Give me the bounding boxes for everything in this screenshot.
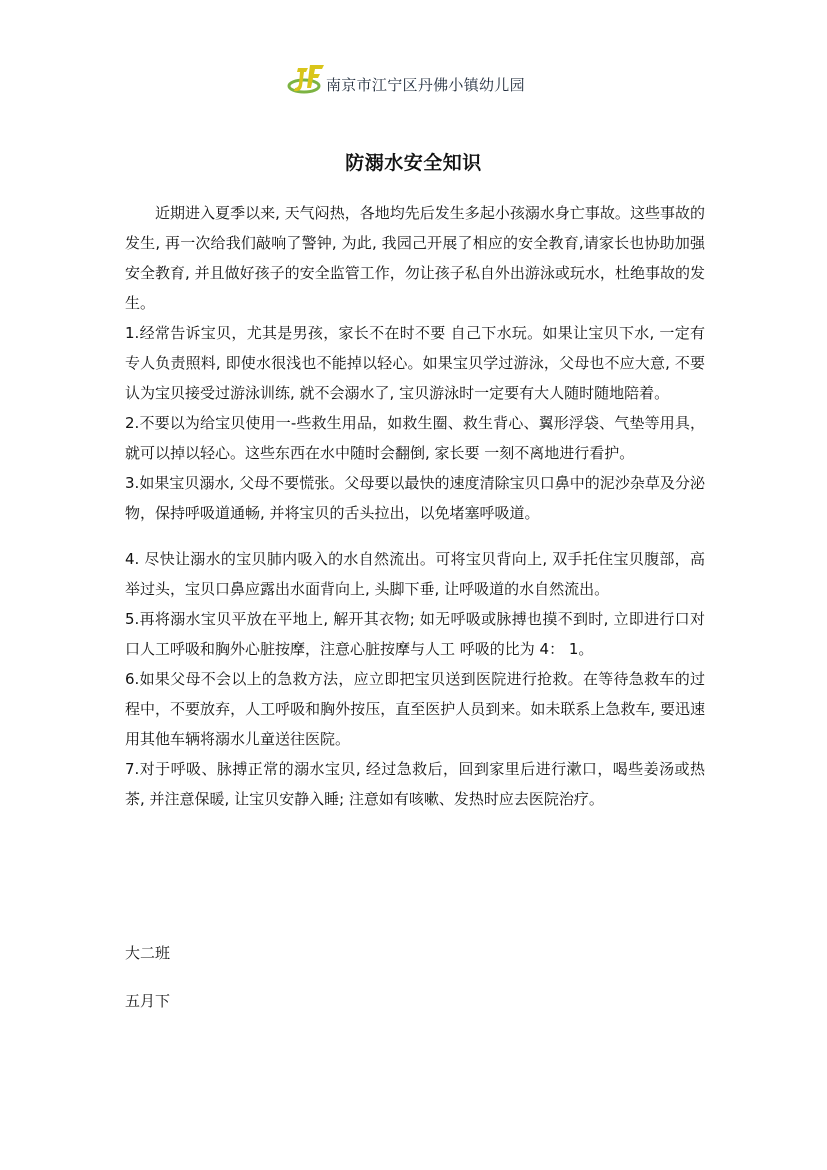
list-item: 2.不要以为给宝贝使用一-些救生用品，如救生圈、救生背心、翼形浮袋、气垫等用具，就可以掉以轻心。这些东西在水中随时会翻倒, 家长要 一刻不离地进行看护。	[125, 414, 705, 462]
list-item: 1.经常告诉宝贝，尤其是男孩，家长不在时不要 自己下水玩。如果让宝贝下水, 一定有专人负责照料, 即使水很浅也不能掉以轻心。如果宝贝学过游泳，父母也不应大意, 不要认为宝贝接受过游泳训练, 就不会溺水了, 宝贝游泳时一定要有大人随时随地陪着。	[125, 324, 705, 402]
list-item: 4. 尽快让溺水的宝贝肺内吸入的水自然流出。可将宝贝背向上, 双手托住宝贝腹部，高举过头，宝贝口鼻应露出水面背向上, 头脚下垂, 让呼吸道的水自然流出。	[125, 550, 705, 598]
document-date: 五月下	[125, 992, 171, 1010]
list-item: 6.如果父母不会以上的急救方法，应立即把宝贝送到医院进行抢救。在等待急救车的过程中，不要放弃，人工呼吸和胸外按压，直至医护人员到来。如未联系上急救车, 要迅速用其他车辆将溺水儿童送往医院。	[125, 670, 705, 748]
intro-paragraph: 近期进入夏季以来, 天气闷热，各地均先后发生多起小孩溺水身亡事故。这些事故的发生, 再一次给我们敲响了警钟, 为此, 我园己开展了相应的安全教育,请家长也协助加强安全教育, 并且做好孩子的安全监管工作，勿让孩子私自外出游泳或玩水，杜绝事故的发生。	[125, 204, 705, 312]
list-item: 7.对于呼吸、脉搏正常的溺水宝贝, 经过急救后，回到家里后进行漱口，喝些姜汤或热茶, 并注意保暖, 让宝贝安静入睡; 注意如有咳嗽、发热时应去医院治疗。	[125, 760, 705, 808]
document-body	[125, 198, 705, 814]
class-name: 大二班	[125, 944, 171, 962]
document-title: 防溺水安全知识	[345, 152, 482, 174]
page-header	[0, 62, 827, 98]
jf-school-logo	[284, 62, 328, 96]
list-item: 5.再将溺水宝贝平放在平地上, 解开其衣物; 如无呼吸或脉搏也摸不到时, 立即进行口对口人工呼吸和胸外心脏按摩，注意心脏按摩与人工 呼吸的比为 4： 1。	[125, 610, 705, 658]
list-item: 3.如果宝贝溺水, 父母不要慌张。父母要以最快的速度清除宝贝口鼻中的泥沙杂草及分泌物，保持呼吸道通畅, 并将宝贝的舌头拉出，以免堵塞呼吸道。	[125, 474, 705, 522]
school-name: 南京市江宁区丹佛小镇幼儿园	[326, 76, 525, 94]
